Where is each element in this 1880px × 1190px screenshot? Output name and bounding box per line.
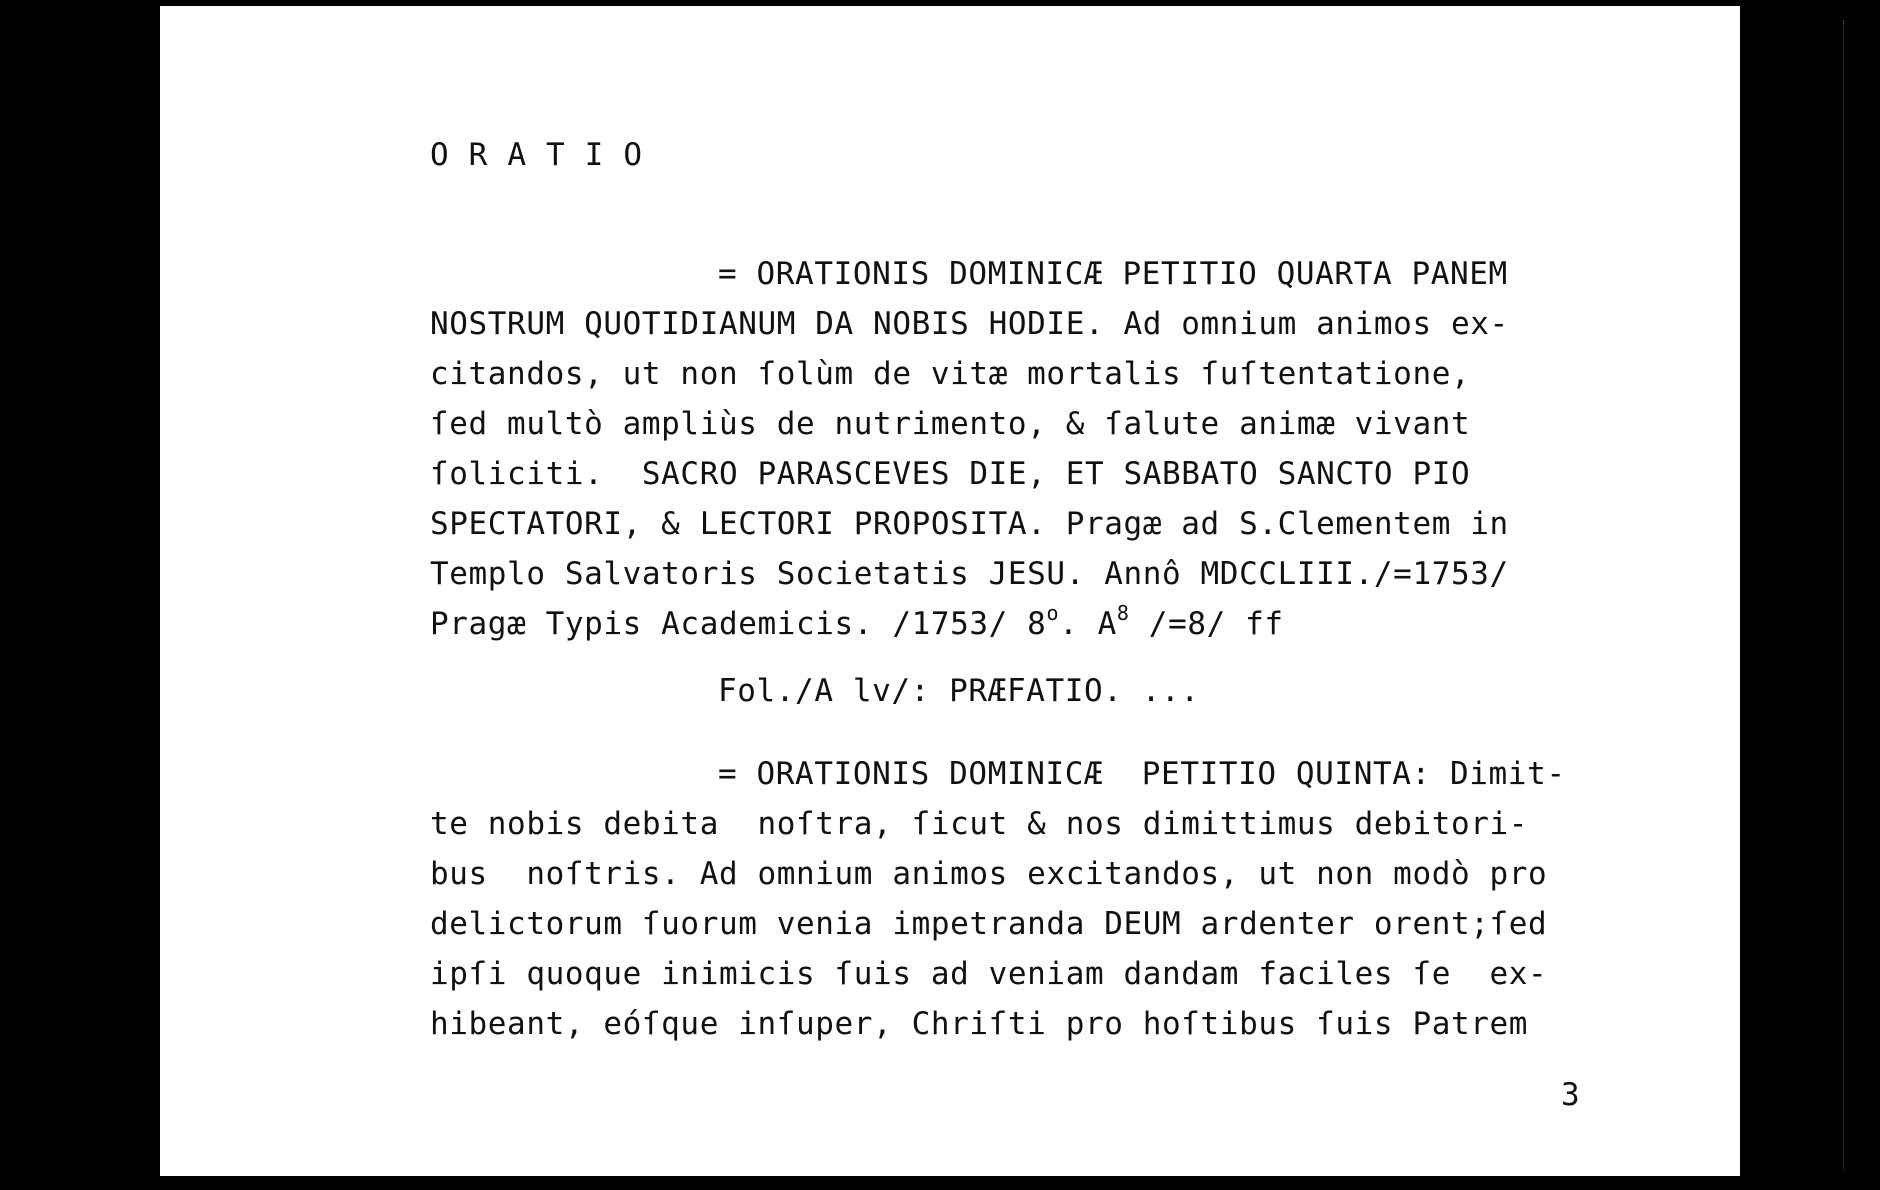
format-degree-mark: o xyxy=(1046,601,1060,625)
card-title: ORATIO xyxy=(430,137,662,173)
entry2-line-4: delictorum ſuorum venia impetranda DEUM ardenter orent;ſed xyxy=(430,906,1548,942)
entry2-line-5: ipſi quoque inimicis ſuis ad veniam dandam faciles ſe ex- xyxy=(430,956,1548,992)
entry1-line-6: SPECTATORI, & LECTORI PROPOSITA. Pragæ ad S.Clementem in xyxy=(430,506,1509,542)
film-edge-noise xyxy=(1843,20,1850,1170)
imprint-text: Pragæ Typis Academicis. /1753/ 8 xyxy=(430,606,1047,642)
signature-superscript: 8 xyxy=(1116,601,1130,625)
catalog-card xyxy=(160,6,1740,1176)
entry1-line-7: Templo Salvatoris Societatis JESU. Annô MDCCLIII./=1753/ xyxy=(430,556,1509,592)
entry2-line-3: bus noſtris. Ad omnium animos excitandos, ut non modò pro xyxy=(430,856,1548,892)
entry1-line-8 xyxy=(430,601,1284,642)
entry2-line-1: = ORATIONIS DOMINICÆ PETITIO QUINTA: Dimit- xyxy=(718,756,1566,792)
entry1-line-3: citandos, ut non ſolùm de vitæ mortalis ſuſtentatione, xyxy=(430,356,1471,392)
entry1-note: Fol./A lv/: PRÆFATIO. ... xyxy=(718,673,1200,709)
entry1-line-2: NOSTRUM QUOTIDIANUM DA NOBIS HODIE. Ad omnium animos ex- xyxy=(430,306,1509,342)
imprint-mid: . A xyxy=(1059,606,1117,642)
entry2-line-6: hibeant, eóſque inſuper, Chriſti pro hoſtibus ſuis Patrem xyxy=(430,1006,1529,1042)
entry1-line-5: ſoliciti. SACRO PARASCEVES DIE, ET SABBATO SANCTO PIO xyxy=(430,456,1471,492)
entry1-line-1: = ORATIONIS DOMINICÆ PETITIO QUARTA PANEM xyxy=(718,256,1508,292)
imprint-tail: /=8/ ff xyxy=(1129,606,1284,642)
entry2-line-2: te nobis debita noſtra, ſicut & nos dimittimus debitori- xyxy=(430,806,1529,842)
page-number: 3 xyxy=(1561,1077,1581,1113)
entry1-line-4: ſed multò ampliùs de nutrimento, & ſalute animæ vivant xyxy=(430,406,1471,442)
